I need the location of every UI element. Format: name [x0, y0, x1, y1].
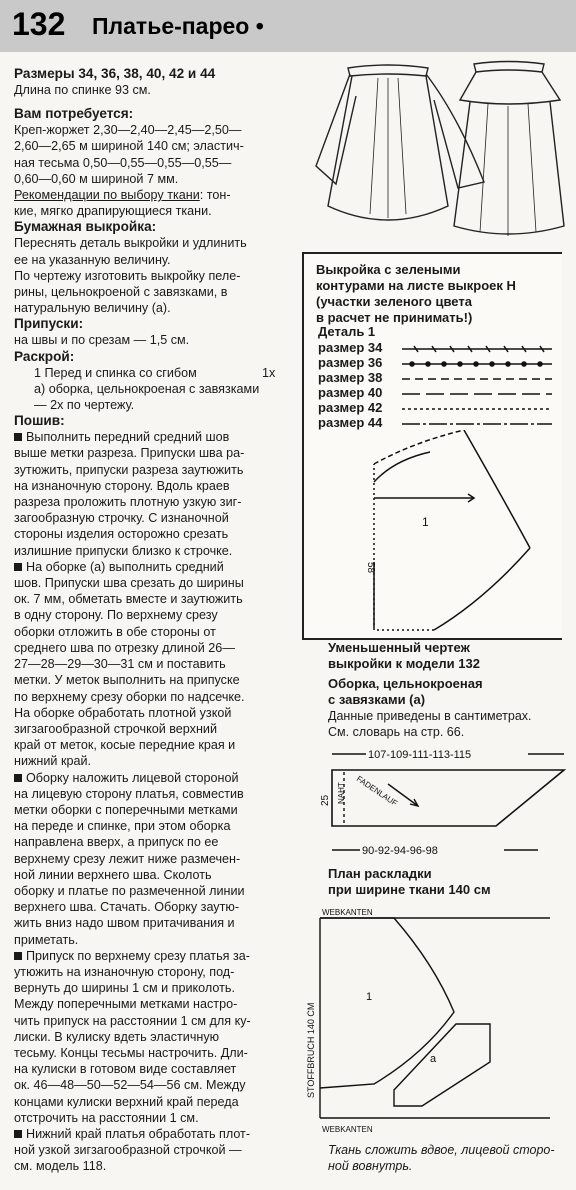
step3-line: метки оборки с поперечными метками — [14, 802, 238, 817]
box-title-line: (участки зеленого цвета — [316, 294, 472, 309]
sewing-step-1 — [14, 429, 302, 559]
fabric-rest: : тон- — [199, 188, 231, 203]
box-title-line: контурами на листе выкроек Н — [316, 278, 516, 293]
pattern-heading: Бумажная выкройка: — [14, 219, 157, 235]
step2-line: зигзагообразной строчкой верхний — [14, 721, 217, 736]
layout-piece-1: 1 — [366, 991, 373, 1003]
page-title: Платье-парео • — [92, 13, 264, 39]
step2-text: На оборке (а) выполнить средний — [26, 559, 224, 574]
length-text: Длина по спинке 93 см. — [14, 83, 151, 97]
size-line-legend — [402, 340, 562, 432]
pattern-line: По чертежу изготовить выкройку пеле- — [14, 268, 241, 283]
layout-title-line: План раскладки — [328, 866, 432, 881]
bullet-square — [14, 952, 22, 960]
step2-line: среднего шва по отрезку длиной 26— — [14, 640, 235, 655]
pattern-text — [14, 235, 302, 316]
stoffbruch-label: STOFFBRUCH 140 CM — [306, 1002, 316, 1098]
step1-line: зутюжить, припуски разреза заутюжить — [14, 462, 244, 477]
step3-line — [14, 770, 302, 786]
drawing-subtitle-line: Оборка, цельнокроеная — [328, 676, 483, 691]
cutting-layout — [304, 904, 574, 1138]
step5-text: Нижний край платья обработать плот- — [26, 1126, 251, 1141]
cut-line-2: а) оборка, цельнокроеная с завязками — [34, 381, 260, 396]
cut-line-1 — [14, 365, 302, 381]
step4-line: Между поперечными метками настро- — [14, 997, 238, 1012]
step4-line: утюжить на изнаночную сторону, под- — [14, 964, 235, 979]
bottom-dimension: 90-92-94-96-98 — [362, 845, 438, 854]
pattern-line: рины, цельнокроеной с завязками, в — [14, 285, 228, 300]
pattern-line: Переснять деталь выкройки и удлинить — [14, 236, 247, 251]
size-36: размер 36 — [318, 355, 383, 370]
cut-qty-1: 1х — [262, 365, 276, 380]
materials-text — [14, 122, 302, 187]
drawing-note-line: См. словарь на стр. 66. — [328, 725, 465, 739]
webkanten-top: WEBKANTEN — [322, 908, 373, 917]
step1-line: выше метки разреза. Припуски шва ра- — [14, 446, 245, 461]
sewing-step-2 — [14, 559, 302, 770]
step3-line: на переде и спинке, при этом оборка — [14, 819, 231, 834]
size-38: размер 38 — [318, 370, 383, 385]
step1-line: загообразную строчку. С изнаночной — [14, 511, 229, 526]
piece-number: 1 — [422, 515, 429, 529]
step1-line: разреза проложить плотную узкую зиг- — [14, 495, 242, 510]
step4-line: на кулиски в готовом виде составляет — [14, 1062, 237, 1077]
layout-note — [328, 1142, 570, 1174]
drawing-title-line: выкройки к модели 132 — [328, 656, 480, 671]
size-44: размер 44 — [318, 415, 383, 430]
step5-line: ной узкой зигзагообразной строчкой — — [14, 1143, 242, 1158]
step3-line: приметать. — [14, 932, 79, 947]
materials-heading: Вам потребуется: — [14, 106, 134, 122]
drawing-subtitle-line: с завязками (а) — [328, 692, 426, 707]
step1-line — [14, 429, 302, 445]
layout-title-line: при ширине ткани 140 см — [328, 882, 491, 897]
drawing-note-line: Данные приведены в сантиметрах. — [328, 709, 532, 723]
drawing-subtitle — [328, 676, 568, 708]
step4-line: отстрочить на расстоянии 1 см. — [14, 1110, 199, 1125]
layout-note-line: ной вовнутрь. — [328, 1159, 413, 1173]
detail-label: Деталь 1 — [318, 324, 376, 339]
layout-title — [328, 866, 568, 898]
fadenlauf-label: FADENLAUF — [354, 774, 399, 809]
drawing-note — [328, 708, 568, 740]
piece-dimension: 58 — [365, 562, 376, 574]
step3-line: верхнего шва. Стачать. Оборку заутю- — [14, 900, 240, 915]
layout-note-line: Ткань сложить вдвое, лицевой сторо- — [328, 1143, 555, 1157]
step2-line: метки. У меток выполнить на припуске — [14, 673, 240, 688]
cut-item-1: 1 Перед и спинка со сгибом — [34, 365, 197, 380]
step2-line: в одну сторону. По верхнему срезу — [14, 608, 218, 623]
front-dress-top — [348, 65, 428, 76]
bullet-square — [14, 563, 22, 571]
webkanten-bottom: WEBKANTEN — [322, 1125, 373, 1134]
fabric-label: Рекомендации по выбору ткани — [14, 188, 200, 203]
materials-line: ная тесьма 0,50—0,55—0,55—0,55— — [14, 155, 232, 170]
height-dimension: 25 — [320, 794, 331, 806]
back-dress-top — [474, 62, 544, 73]
bullet-square — [14, 774, 22, 782]
sizes-heading: Размеры 34, 36, 38, 40, 42 и 44 — [14, 66, 216, 81]
materials-line: Креп-жоржет 2,30—2,40—2,45—2,50— — [14, 123, 242, 138]
naht-label: NAHT — [337, 782, 346, 804]
step4-line: чить припуск на расстоянии 1 см для ку- — [14, 1013, 251, 1028]
materials-line: 2,60—2,65 м шириной 140 см; эластич- — [14, 139, 244, 154]
layout-piece-a: а — [430, 1053, 437, 1065]
step1-line: излишние припуски близко к строчке. — [14, 543, 233, 558]
instructions-column — [14, 60, 302, 1175]
size-40: размер 40 — [318, 385, 383, 400]
step2-line — [14, 559, 302, 575]
step2-line: по верхнему срезу оборки по надсечке. — [14, 689, 245, 704]
top-dimension: 107-109-111-113-115 — [368, 749, 472, 761]
fabric-line: кие, мягко драпирующиеся ткани. — [14, 204, 212, 219]
step3-text: Оборку наложить лицевой стороной — [26, 770, 239, 785]
step4-line: концами кулиски верхний край переда — [14, 1094, 239, 1109]
drawing-title — [328, 640, 568, 672]
step3-line: жить вниз надо швом притачивания и — [14, 916, 235, 931]
pattern-line: натуральную величину (а). — [14, 301, 171, 316]
step2-line: нижний край. — [14, 754, 91, 769]
step1-line: на изнаночную сторону. Вдоль краев — [14, 478, 230, 493]
step4-text: Припуск по верхнему срезу платья за- — [26, 948, 250, 963]
step2-line: На оборке обработать плотной узкой — [14, 705, 232, 720]
sewing-step-4 — [14, 948, 302, 1126]
step2-line: 27—28—29—30—31 см и поставить — [14, 657, 226, 672]
bullet-square — [14, 433, 22, 441]
box-title-line: Выкройка с зелеными — [316, 262, 461, 277]
fabric-recommendation — [14, 187, 302, 203]
pattern-box-title — [316, 262, 556, 326]
step3-line: на лицевую сторону платья, совместив — [14, 786, 244, 801]
cutting-heading: Раскрой: — [14, 348, 75, 364]
pattern-info-box — [302, 252, 562, 640]
allowance-heading: Припуски: — [14, 316, 84, 332]
size-42: размер 42 — [318, 400, 383, 415]
step5-line — [14, 1126, 302, 1142]
size-36-dots — [410, 362, 542, 366]
back-dress-skirt — [454, 102, 564, 234]
drawing-title-line: Уменьшенный чертеж — [328, 640, 470, 655]
step4-line: лиски. В кулиску вдеть эластичную — [14, 1029, 220, 1044]
allowance-text: на швы и по срезам — 1,5 см. — [14, 333, 190, 348]
sewing-step-3 — [14, 770, 302, 948]
flounce-drawing — [318, 742, 572, 854]
pattern-line: ее на указанную величину. — [14, 252, 171, 267]
sewing-step-5 — [14, 1126, 302, 1175]
step2-line: ок. 7 мм, обметать вместе и заутюжить — [14, 592, 243, 607]
dress-illustrations — [308, 56, 570, 246]
step4-line — [14, 948, 302, 964]
step1-text: Выполнить передний средний шов — [26, 430, 230, 445]
cut-line-3: — 2х по чертежу. — [34, 398, 135, 413]
sewing-heading: Пошив: — [14, 413, 65, 429]
step3-line: ной линии верхнего шва. Сколоть — [14, 867, 212, 882]
step4-line: вернуть до ширины 1 см и приколоть. — [14, 981, 235, 996]
model-number: 132 — [12, 6, 66, 42]
box-title-line: в расчет не принимать!) — [316, 310, 473, 325]
step2-line: край от меток, косые передние края и — [14, 738, 236, 753]
pattern-piece-1 — [334, 430, 534, 636]
step3-line: оборку и платье по размеченной линии — [14, 883, 245, 898]
step3-line: направлена вверх, а припуск по ее — [14, 835, 219, 850]
step1-line: стороны изделия осторожно срезать — [14, 527, 229, 542]
page-header — [0, 0, 576, 52]
materials-line: 0,60—0,60 м шириной 7 мм. — [14, 171, 179, 186]
step3-line: верхнему срезу лежит ниже размечен- — [14, 851, 241, 866]
size-34: размер 34 — [318, 340, 383, 355]
step4-line: ок. 46—48—50—52—54—56 см. Между — [14, 1078, 246, 1093]
step2-line: шов. Припуски шва срезать до ширины — [14, 576, 244, 591]
bullet-square — [14, 1130, 22, 1138]
step4-line: тесьму. Концы тесьмы настрочить. Дли- — [14, 1045, 248, 1060]
step5-line: см. модель 118. — [14, 1159, 107, 1174]
back-dress-flounce — [460, 72, 560, 104]
step2-line: оборки отложить в обе стороны от — [14, 624, 216, 639]
